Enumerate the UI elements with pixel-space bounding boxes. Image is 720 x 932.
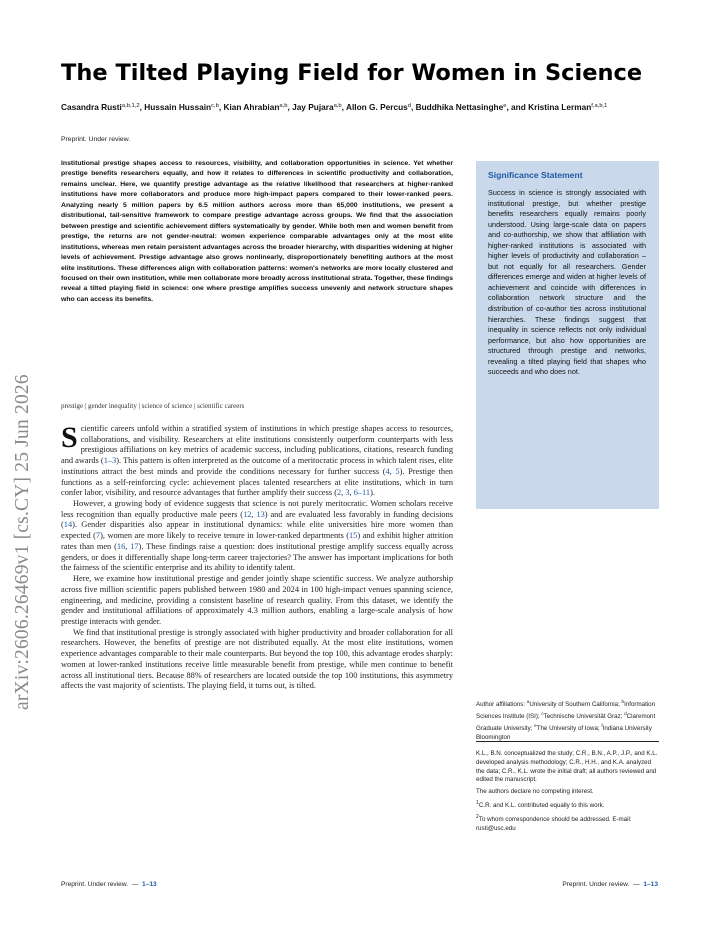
abstract: Institutional prestige shapes access to resources, visibility, and collaboration opportunities in science. Yet whether prestige benefits researchers equally, and how it relates to differences in scientific productivity and collaboration, remains unclear. Here, we quantify prestige advantage as the relative likelihood that researchers at higher-ranked institutions have more collaborators and produce more high-impact papers compared to their lower-ranked peers. Analyzing nearly 5 million papers by 6.5 million authors across more than 65,000 institutions, we present a distributional, tail-sensitive framework to compare prestige advantage across groups. We find that the association between prestige and scientific achievement differs systematically by gender. While both men and women benefit from prestige, the returns are not gender-neutral: women experience comparable advantages only at the most elite institutions, whereas men retain persistent advantages across the broader hierarchy, with disparities widening at higher levels of achievement. Prestige advantage also grows nonlinearly, disproportionately benefiting authors at the most elite institutions. These differences align with collaboration patterns: women's networks are more locally clustered and focused on their own institution, while men collaborate more broadly across institutional strata. Together, these findings reveal a tilted playing field in science: one where prestige amplifies success unevenly and network structure shapes who can access its benefits.	[61, 160, 453, 303]
author-contributions: K.L., B.N. conceptualized the study; C.R., B.N., A.P., J.P., and K.L. developed analysis methodology; C.R., H.H., and K.A. analyzed the data; C.R., K.L. wrote the initial draft; all authors reviewed and edited the manuscript.	[476, 750, 658, 784]
footer-dash: —	[131, 881, 139, 888]
author-affiliation-marker: a,b,1,2	[121, 103, 140, 109]
affiliation-marker: f	[601, 722, 603, 728]
author-affiliation-marker: d	[407, 103, 411, 109]
page-number: 1–13	[142, 881, 157, 888]
footer-label: Preprint. Under review.	[562, 881, 630, 888]
significance-title: Significance Statement	[488, 170, 583, 180]
paper-title: The Tilted Playing Field for Women in Science	[61, 60, 643, 86]
citation-link[interactable]: 7	[95, 531, 101, 541]
footer-right	[562, 881, 658, 888]
footnote-marker: 1	[476, 799, 479, 806]
divider	[476, 741, 659, 742]
author-affiliation-marker: e	[503, 103, 507, 109]
author-affiliation-marker: c,b	[211, 103, 219, 109]
citation-link[interactable]: 4	[385, 466, 390, 476]
arxiv-identifier-stamp: arXiv:2606.26469v1 [cs.CY] 25 Jun 2026	[12, 374, 33, 710]
body-paragraph: We find that institutional prestige is strongly associated with higher productivity and broader collaboration for all researchers. However, the benefits of prestige are not distributed equally. At the most elite institutions, women experience advantages comparable to their male counterparts. But beyond the top 100, this advantage erodes sharply: women at lower-ranked institutions receive little measurable benefit from prestige, while men continue to benefit across all institutional tiers. Because 88% of researchers are located outside the top 100 institutions, this asymmetry affects the vast majority of scientists. The playing field, it turns out, is tilted.	[61, 627, 453, 691]
author-name: Jay Pujara	[292, 102, 334, 112]
affiliation-name: University of Southern California;	[529, 701, 622, 709]
affiliation-marker: d	[624, 710, 627, 716]
affiliation-marker: a	[526, 699, 530, 704]
body-paragraph: However, a growing body of evidence suggests that science is not purely meritocratic. Women scholars receive less recognition than equally productive male peers (12, 13) and are evaluated less favorably in funding decisions (14). Gender disparities also appear in institutional dynamics: while elite universities hire more women than expected (7), women are more likely to receive tenure in lower-ranked departments (15) and exhibit higher attrition rates than men (16, 17). These findings raise a question: does institutional prestige amplify success equally across genders, or does it differentially shape long-term career trajectories? The answer has important implications for both the fairness of the scientific enterprise and its ability to identify talent.	[61, 499, 454, 573]
affiliation-marker: c	[541, 710, 544, 716]
footnote-marker: 2	[476, 814, 479, 821]
correspondence-text: To whom correspondence should be addressed. E-mail: rusti@usc.edu	[476, 816, 632, 832]
citation-link[interactable]: 5	[395, 466, 400, 476]
main-body-text	[61, 421, 454, 692]
citation-link[interactable]: 6–11	[353, 488, 371, 498]
body-paragraph: Here, we examine how institutional prestige and gender jointly shape scientific success. We analyze authorship across five million scientific papers published between 1980 and 2024 in 100 high-impact venues spanning science, engineering, and medicine, providing a consistent baseline of research quality. From this dataset, we identify the gender and institutional affiliations of approximately 4.3 million authors, enabling a large-scale analysis of how prestige interacts with gender.	[61, 574, 453, 626]
author-name: Casandra Rusti	[61, 102, 122, 112]
keywords: prestige | gender inequality | science of science | scientific careers	[61, 402, 245, 410]
affiliation-marker: e	[534, 722, 537, 728]
significance-statement-box	[476, 161, 659, 509]
correspondence-note	[476, 813, 659, 834]
body-paragraph: Scientific careers unfold within a stratified system of institutions in which prestige shapes access to resources, collaborations, and visibility. Researchers at elite institutions consistently outperform counterparts with less prestigious affiliations on key metrics of academic success, including publications, citations, research funding and awards (1–3). This pattern is often interpreted as the outcome of a meritocratic process in which talent rises, elite institutions attract the best minds and provide the conditions necessary for further success (4, 5). Prestige then functions as a self-reinforcing cycle: achievement places talented researchers at elite institutions, which in turn confer labor, visibility, and resource advantages that further amplify their success (2, 3, 6–11).	[61, 421, 453, 498]
citation-link[interactable]: 3	[345, 488, 350, 498]
citation-link[interactable]: 15	[348, 531, 358, 541]
citation-link[interactable]: 16	[116, 541, 126, 551]
footer-left	[61, 881, 157, 888]
affiliation-name: The University of Iowa;	[536, 724, 602, 732]
page-number: 1–13	[643, 881, 658, 888]
author-name: Kian Ahrabian	[223, 102, 280, 112]
author-name: Kristina Lerman	[528, 102, 592, 112]
author-notes	[476, 750, 659, 836]
affiliation-name: Claremont Graduate University;	[476, 712, 656, 732]
author-name: Hussain Hussain	[144, 102, 212, 112]
footer-label: Preprint. Under review.	[61, 881, 129, 888]
citation-link[interactable]: 1–3	[103, 456, 117, 466]
author-affiliation-marker: f,a,b,1	[591, 103, 608, 109]
author-affiliation-marker: a,b	[279, 103, 288, 109]
citation-link[interactable]: 2	[337, 488, 342, 498]
equal-contribution-note	[476, 799, 659, 811]
author-affiliation-marker: a,b	[333, 103, 342, 109]
affiliation-name: Information Sciences Institute (ISI);	[476, 701, 656, 720]
affiliation-marker: b	[621, 699, 625, 704]
equal-contribution-text: C.R. and K.L. contributed equally to this work.	[478, 801, 605, 809]
author-name: Allon G. Percus	[345, 102, 408, 112]
affiliation-name: Technische Universität Graz;	[543, 712, 625, 720]
author-list: Casandra Rusti$^{a,b,1,2}$, Hussain Hussain$^{c,b}$, Kian Ahrabian$^{a,b}$, Jay Pujara$^{a,b}$, Allon G. Percus$^d$, Buddhika Nettasinghe$^e$, and Kristina Lerman$^{f,a,b,1}$	[61, 102, 608, 112]
citation-link[interactable]: 14	[63, 520, 73, 530]
affiliation-name: Indiana University Bloomington	[476, 724, 652, 741]
citation-link[interactable]: 13	[256, 509, 265, 519]
competing-interest: The authors declare no competing interest.	[476, 787, 594, 795]
preprint-note: Preprint. Under review.	[61, 136, 131, 143]
citation-link[interactable]: 17	[130, 541, 139, 551]
footer-dash: —	[633, 881, 640, 888]
author-name: Buddhika Nettasinghe	[415, 102, 504, 112]
citation-link[interactable]: 12	[243, 509, 252, 519]
significance-text: Success in science is strongly associated with institutional prestige, but whether prestige benefits researchers equally remains poorly understood. Using large-scale data on papers and co-authorship, we show that affiliation with higher-ranked institutions is associated with higher levels of productivity and collaboration – but not equally for all researchers. Gender differences emerge and widen at higher levels of achievement and coincide with differences in collaboration network structure and the distribution of co-author ties across institutional hierarchies. These findings suggest that inequality in science reflects not only individual performance, but also how opportunities are structured through prestige and networks, revealing a tilted playing field that shapes who succeeds and who does not.	[488, 188, 646, 377]
drop-cap: S	[61, 421, 78, 454]
author-affiliations: Author affiliations: $^a$University of Southern California; $^b$Information Sciences Institute (ISI); $^c$Technische Universität Graz; $^d$Claremont Graduate University; $^e$The University of Iowa; $^f$Indiana University Bloomington	[476, 699, 656, 741]
